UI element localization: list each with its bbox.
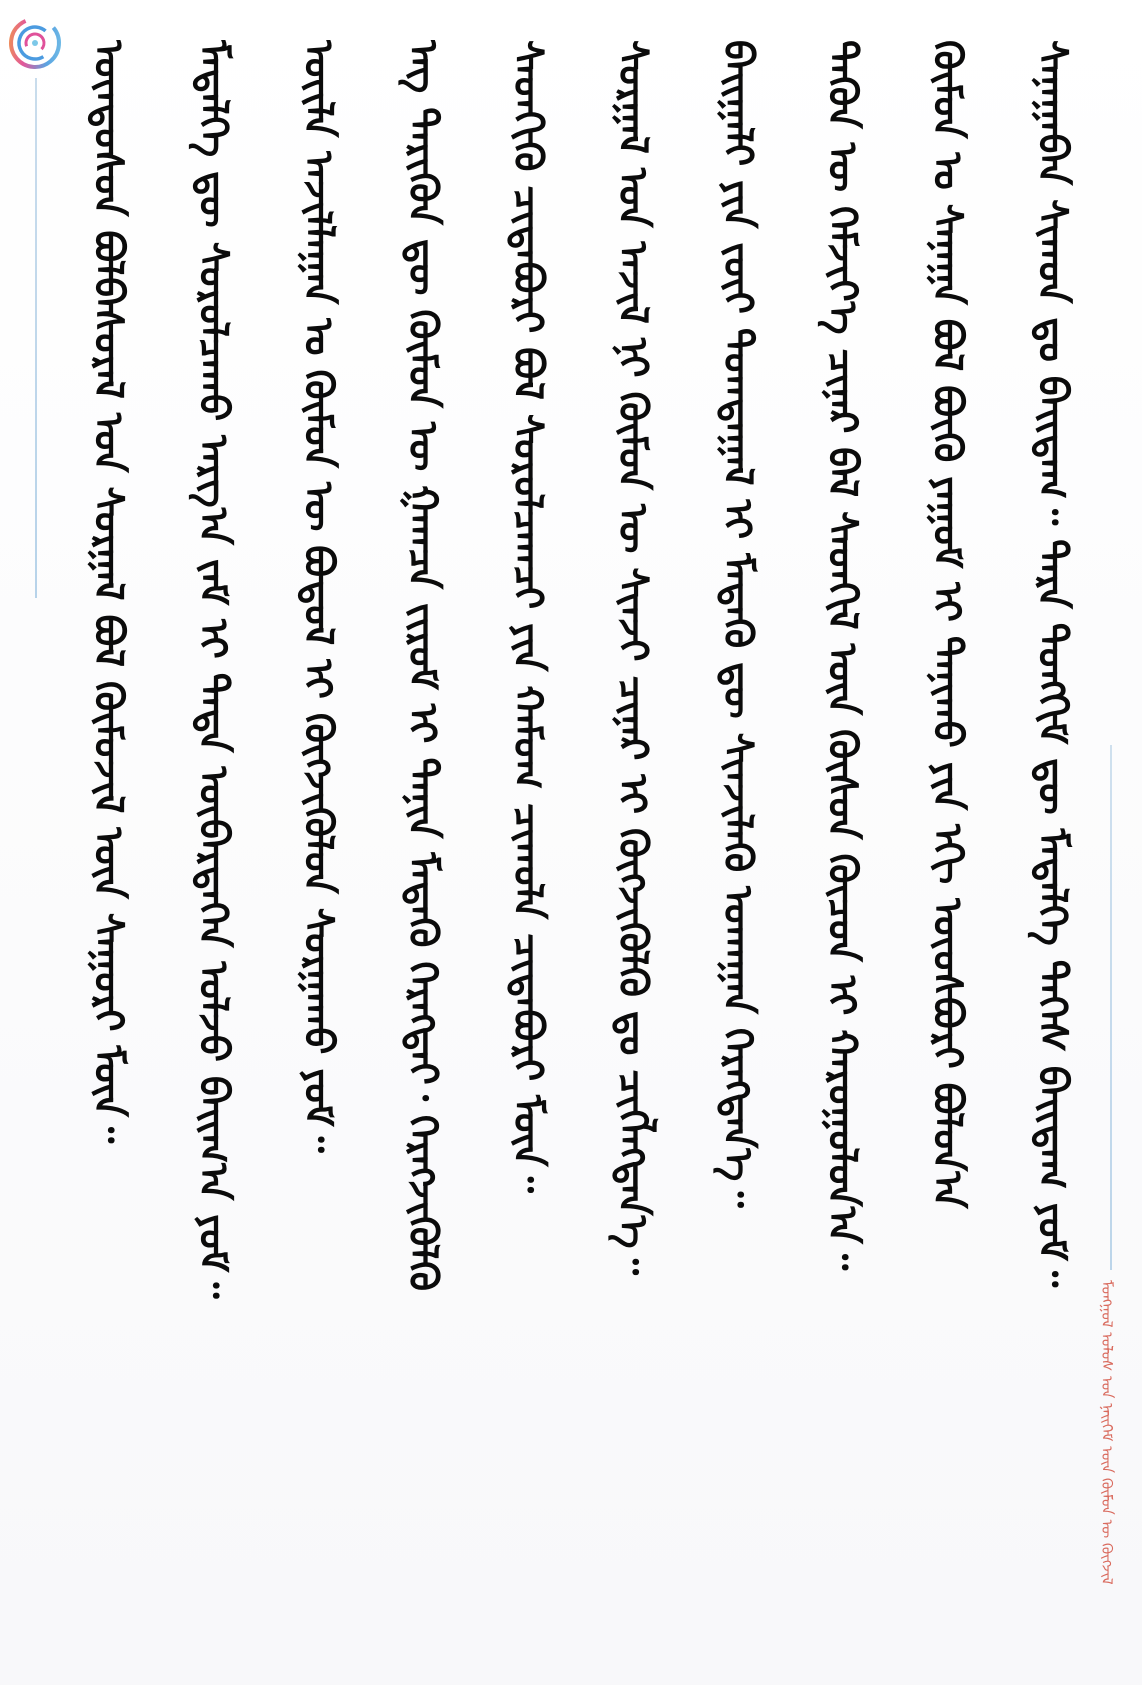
decorative-rule-right <box>1110 745 1112 1270</box>
text-column-10: ᠰᠠᠨᠠᠭᠠᠪᠠᠨ ᠰᠢᠬᠤᠨ ᠳᠤ ᠪᠠᠢᠳᠠᠭ᠃ ᠲᠡᠷᠡ ᠲᠣᠩᠬᠢᠮ ᠳᠦ ᠮᠡᠳᠡᠯᠭᠡ ᠲᠡᠭᠡᠰ ᠪᠠᠢᠳᠠᠭ ᠶᠤᠮ᠃ <box>1028 40 1075 1288</box>
decorative-rule-left <box>35 78 37 598</box>
text-column-8: ᠲᠡᠭᠦᠨ ᠦ ᠬᠡᠮᠵᠢᠶ᠎ᠡ ᠴᠢᠨᠠᠷ ᠪᠠᠯ ᠰᠡᠳᠬᠢᠯ ᠦᠨ ᠬᠦᠰᠦᠨ ᠬᠦᠴᠦᠨ ᠢ ᠬᠠᠷᠤᠭᠤᠯᠤᠨ᠎ᠠ᠃ <box>819 40 866 1271</box>
swirl-logo-icon <box>6 14 64 72</box>
text-column-3: ᠦᠢᠯᠡ ᠠᠵᠢᠯᠯᠠᠭᠠᠨ ᠤ ᠬᠦᠮᠦᠨ ᠦ ᠪᠣᠳᠣᠯ ᠢ ᠬᠥᠭᠵᠢᠭᠦᠯᠦᠨ ᠰᠤᠷᠭᠠᠬᠤ ᠶᠤᠮ᠃ <box>294 40 341 1153</box>
text-column-6: ᠰᠤᠷᠭᠠᠯ ᠤᠨ ᠠᠵᠢᠯ ᠨᠢ ᠬᠦᠮᠦᠨ ᠦ ᠰᠢᠨᠵᠢ ᠴᠢᠨᠠᠷ ᠢ ᠬᠥᠭᠵᠢᠭᠦᠯᠬᠦ ᠳᠤ ᠴᠢᠭᠯᠡᠭᠳᠡᠨ᠎ᠡ᠃ <box>609 40 656 1275</box>
text-column-2: ᠮᠡᠳᠡᠯᠭᠡ ᠳᠦ ᠰᠤᠷᠤᠯᠴᠠᠬᠤ ᠠᠷᠭ᠎ᠠ ᠵᠠᠮ ᠢ ᠲᠡᠳᠡ ᠥᠪᠡᠷᠲᠡᠭᠡᠨ ᠣᠯᠵᠤ ᠪᠠᠢᠭ᠎ᠠ ᠶᠤᠮ᠃ <box>189 40 236 1299</box>
text-column-9: ᠬᠦᠮᠦᠨ ᠤ ᠰᠠᠨᠠᠭᠠ ᠪᠣᠯ ᠪᠦᠬᠦ ᠶᠠᠭᠤᠮ ᠢ ᠲᠠᠨᠢᠬᠤ ᠶᠢᠨ ᠡᠬᠢ ᠦᠦᠰᠪᠦᠷᠢ ᠪᠣᠯᠤᠨ᠎ᠠ <box>924 40 970 1209</box>
text-column-4: ᠡᠩ ᠲᠡᠷᠢᠭᠦᠨ ᠳᠦ ᠬᠦᠮᠦᠨ ᠦ ᠭᠠᠭᠴᠠ ᠵᠢᠷᠤᠮ ᠢ ᠲᠠᠨᠢᠨ ᠮᠡᠳᠡᠬᠦ ᠬᠡᠷᠡᠭᠲᠡᠢ᠂ ᠬᠡᠷᠡᠭᠵᠢᠭᠦᠯᠬᠦ <box>399 40 446 1292</box>
page-caption: ᠮᠣᠩᠭᠣᠯ ᠤᠯᠤᠰ ᠤᠨ ᠨᠡᠢᠭᠡᠮ ᠦᠨ ᠬᠦᠮᠦᠨ ᠦ ᠬᠥᠭᠵᠢᠯ <box>1098 1280 1116 1585</box>
text-column-5: ᠰᠡᠳᠬᠢᠬᠦ ᠴᠢᠳᠠᠪᠤᠷᠢ ᠪᠣᠯ ᠰᠤᠷᠤᠯᠴᠠᠭᠴᠢ ᠶᠢᠨ ᠬᠠᠮᠤᠭ ᠴᠢᠬᠤᠯᠠ ᠴᠢᠳᠠᠪᠤᠷᠢ ᠮᠥᠨ᠃ <box>504 40 551 1193</box>
mongolian-text-body <box>80 40 1080 1660</box>
text-column-7: ᠪᠠᠢᠭᠠᠯᠢ ᠶᠢᠨ ᠵᠦᠢ ᠲᠣᠭᠲᠠᠭᠠᠯ ᠢ ᠮᠡᠳᠡᠬᠦ ᠳᠦ ᠰᠢᠨᠵᠢᠯᠡᠬᠦ ᠤᠬᠠᠭᠠᠨ ᠬᠡᠷᠡᠭᠳᠡᠨ᠎ᠡ᠃ <box>714 40 761 1208</box>
text-column-1: ᠦᠨᠳᠦᠰᠦᠨ ᠪᠣᠯᠪᠠᠰᠤᠷᠠᠯ ᠤᠨ ᠰᠤᠷᠭᠠᠯ ᠪᠣᠯ ᠬᠦᠮᠦᠵᠢᠯ ᠦᠨ ᠰᠠᠭᠤᠷᠢ ᠮᠥᠨ᠃ <box>85 40 131 1144</box>
